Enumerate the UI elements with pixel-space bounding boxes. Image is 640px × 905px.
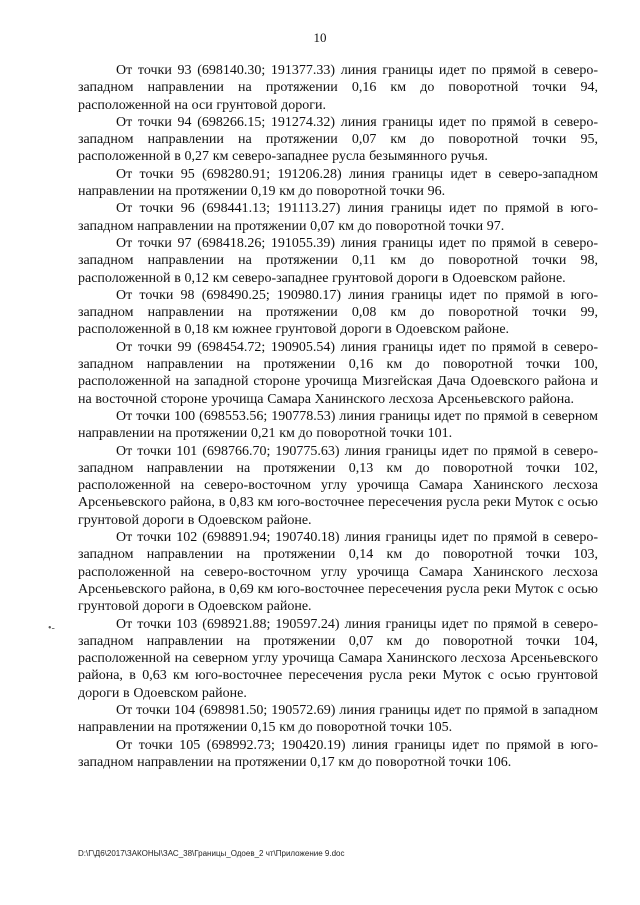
paragraph: От точки 98 (698490.25; 190980.17) линия границы идет по прямой в юго-западном направлении на протяжении 0,08 км до поворотной точки 99, расположенной в 0,18 км южнее грунтовой дороги в Одоевском районе.	[78, 287, 598, 338]
paragraph: От точки 102 (698891.94; 190740.18) линия границы идет по прямой в северо-западном направлении на протяжении 0,14 км до поворотной точки 103, расположенной на северо-восточном углу урочища Самара Ханинского лесхоза Арсеньевского района, в 0,69 км юго-восточнее пересечения русла реки Муток с осью грунтовой дороги в Одоевском районе.	[78, 530, 598, 615]
margin-mark: •-	[48, 623, 55, 634]
paragraph: От точки 97 (698418.26; 191055.39) линия границы идет по прямой в северо-западном направлении на протяжении 0,11 км до поворотной точки 98, расположенной в 0,12 км северо-западнее грунтовой дороги в Одоевском районе.	[78, 235, 598, 286]
paragraph: От точки 94 (698266.15; 191274.32) линия границы идет по прямой в северо-западном направлении на протяжении 0,07 км до поворотной точки 95, расположенной в 0,27 км северо-западнее русла безымянного ручья.	[78, 114, 598, 165]
paragraph: От точки 101 (698766.70; 190775.63) линия границы идет по прямой в северо-западном направлении на протяжении 0,13 км до поворотной точки 102, расположенной на северо-восточном углу урочища Самара Ханинского лесхоза Арсеньевского района, в 0,83 км юго-восточнее пересечения русла реки Муток с осью грунтовой дороги в Одоевском районе.	[78, 443, 598, 528]
paragraph: От точки 103 (698921.88; 190597.24) линия границы идет по прямой в северо-западном направлении на протяжении 0,07 км до поворотной точки 104, расположенной на северном углу урочища Самара Ханинского лесхоза Арсеньевского района, в 0,63 км юго-восточнее пересечения русла реки Муток с осью грунтовой дороги в Одоевском районе.	[78, 616, 598, 701]
paragraph: От точки 96 (698441.13; 191113.27) линия границы идет по прямой в юго-западном направлении на протяжении 0,07 км до поворотной точки 97.	[78, 201, 598, 234]
paragraph: От точки 105 (698992.73; 190420.19) линия границы идет по прямой в юго-западном направлении на протяжении 0,17 км до поворотной точки 106.	[78, 737, 598, 770]
file-path-footer: D:\Г\Д6\2017\ЗАКОНЫ\ЗАС_38\Границы_Одоев_2 чт\Приложение 9.doc	[78, 849, 345, 858]
paragraph: От точки 104 (698981.50; 190572.69) линия границы идет по прямой в западном направлении на протяжении 0,15 км до поворотной точки 105.	[78, 702, 598, 736]
document-body	[78, 62, 598, 771]
paragraph: От точки 93 (698140.30; 191377.33) линия границы идет по прямой в северо-западном направлении на протяжении 0,16 км до поворотной точки 94, расположенной на оси грунтовой дороги.	[78, 63, 598, 113]
page-number: 10	[313, 30, 327, 45]
paragraph: От точки 100 (698553.56; 190778.53) линия границы идет по прямой в северном направлении на протяжении 0,21 км до поворотной точки 101.	[78, 408, 598, 442]
paragraph: От точки 95 (698280.91; 191206.28) линия границы идет в северо-западном направлении на протяжении 0,19 км до поворотной точки 96.	[78, 166, 598, 200]
paragraph: От точки 99 (698454.72; 190905.54) линия границы идет по прямой в северо-западном направлении на протяжении 0,16 км до поворотной точки 100, расположенной на западной стороне урочища Мизгейская Дача Одоевского района и на восточной стороне урочища Самара Ханинского лесхоза Арсеньевского района.	[78, 339, 598, 407]
